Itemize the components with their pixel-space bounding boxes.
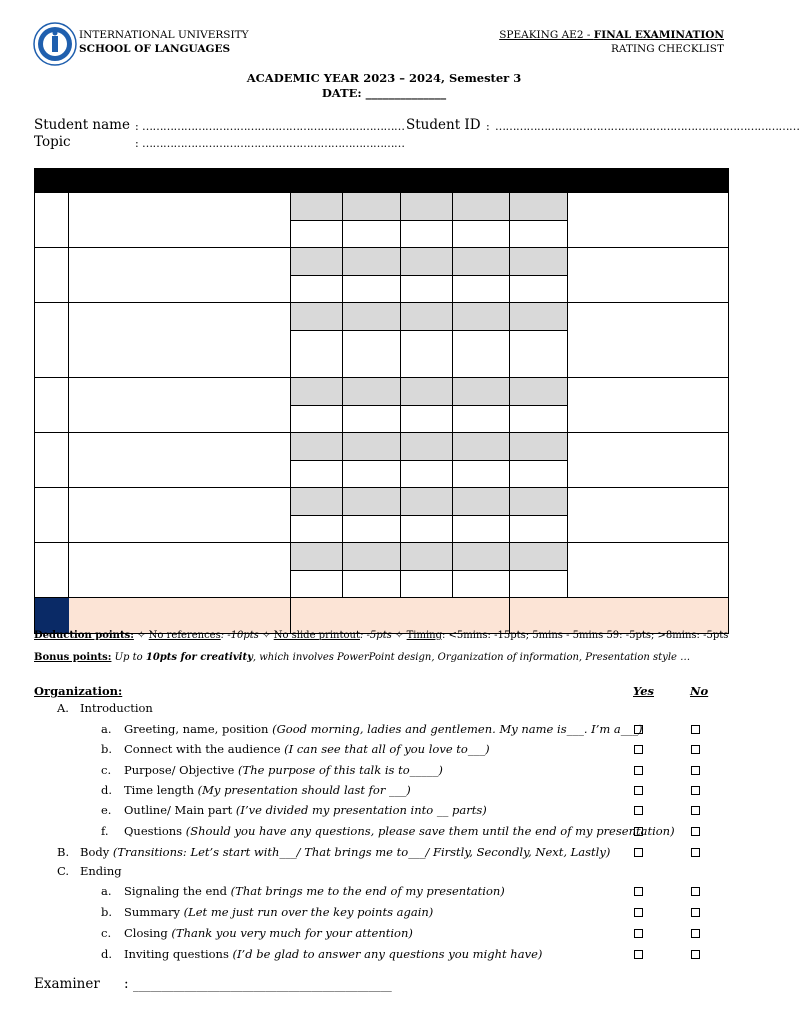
colon: : xyxy=(135,137,139,150)
examiner-signature-line[interactable]: _____________________________________________ xyxy=(133,978,392,992)
item-letter: A. xyxy=(57,701,69,715)
item-letter: b. xyxy=(101,742,113,756)
no-checkbox[interactable] xyxy=(691,887,700,896)
item-letter: d. xyxy=(101,947,113,961)
yes-checkbox[interactable] xyxy=(634,827,643,836)
score-cell[interactable] xyxy=(510,461,568,487)
score-cell[interactable] xyxy=(291,516,343,542)
band-descriptor-cell xyxy=(510,543,568,571)
score-cell[interactable] xyxy=(510,406,568,432)
no-header: No xyxy=(690,684,709,698)
yes-checkbox[interactable] xyxy=(634,950,643,959)
topic-field[interactable]: ………………………………………………………………… xyxy=(142,137,405,150)
band-descriptor-cell xyxy=(510,488,568,516)
checklist-item: Ending xyxy=(80,864,122,878)
student-id-field[interactable]: …………………………………………………………………………… xyxy=(495,120,800,133)
bonus-points: Bonus points: Up to 10pts for creativity, which involves PowerPoint design, Organization of information, Presentation style … xyxy=(34,652,691,663)
criteria-cell xyxy=(69,488,291,542)
yes-checkbox[interactable] xyxy=(634,786,643,795)
checklist-item: Introduction xyxy=(80,701,153,715)
checklist-item: Summary (Let me just run over the key points again) xyxy=(124,905,434,919)
colon: : xyxy=(124,976,129,992)
score-cell[interactable] xyxy=(510,571,568,597)
no-checkbox[interactable] xyxy=(691,786,700,795)
band-descriptor-cell xyxy=(401,303,453,331)
student-id-label: Student ID xyxy=(406,117,481,133)
band-descriptor-cell xyxy=(343,303,401,331)
yes-checkbox[interactable] xyxy=(634,929,643,938)
score-cell[interactable] xyxy=(291,406,343,432)
item-letter: c. xyxy=(101,763,112,777)
diamond-icon: ✧ xyxy=(262,630,271,641)
band-descriptor-cell xyxy=(291,488,343,516)
table-row xyxy=(34,193,729,248)
score-cell[interactable] xyxy=(343,221,401,247)
checklist-item: Purpose/ Objective (The purpose of this talk is to_____) xyxy=(124,763,443,777)
yes-checkbox[interactable] xyxy=(634,848,643,857)
band-descriptor-cell xyxy=(401,248,453,276)
band-descriptor-cell xyxy=(343,543,401,571)
row-number-cell xyxy=(35,488,69,542)
score-cell[interactable] xyxy=(343,571,401,597)
row-number-cell xyxy=(35,543,69,597)
yes-checkbox[interactable] xyxy=(634,806,643,815)
colon: : xyxy=(486,120,490,133)
band-descriptor-cell xyxy=(510,248,568,276)
band-descriptor-cell xyxy=(510,193,568,221)
exam-title: SPEAKING AE2 - FINAL EXAMINATION xyxy=(499,29,724,41)
criteria-cell xyxy=(69,433,291,487)
score-cell[interactable] xyxy=(343,276,401,302)
checklist-item: Signaling the end (That brings me to the end of my presentation) xyxy=(124,884,505,898)
item-letter: a. xyxy=(101,722,112,736)
band-descriptor-cell xyxy=(343,488,401,516)
deduction-points: Deduction points: ✧ No references: -10pts ✧ No slide printout: -5pts ✧ Timing: <5mins: -15pts; 5mins - 5mins 59: -5pts; >8mins: -5pts xyxy=(34,630,729,641)
score-cell[interactable] xyxy=(510,221,568,247)
yes-checkbox[interactable] xyxy=(634,745,643,754)
score-cell[interactable] xyxy=(453,516,510,542)
score-cell[interactable] xyxy=(453,276,510,302)
band-descriptor-cell xyxy=(343,248,401,276)
band-descriptor-cell xyxy=(453,543,510,571)
diamond-icon: ✧ xyxy=(137,630,146,641)
row-number-cell xyxy=(35,248,69,302)
rating-checklist-label: RATING CHECKLIST xyxy=(610,43,724,55)
checklist-item: Greeting, name, position (Good morning, ladies and gentlemen. My name is___. I’m a___) xyxy=(124,722,643,736)
total-cell[interactable] xyxy=(69,598,291,633)
table-row xyxy=(34,433,729,488)
score-cell[interactable] xyxy=(291,221,343,247)
score-cell[interactable] xyxy=(453,571,510,597)
criteria-cell xyxy=(69,193,291,247)
score-cell[interactable] xyxy=(510,516,568,542)
school-name: SCHOOL OF LANGUAGES xyxy=(79,43,231,55)
no-checkbox[interactable] xyxy=(691,766,700,775)
comment-cell[interactable] xyxy=(568,193,728,247)
yes-checkbox[interactable] xyxy=(634,908,643,917)
yes-header: Yes xyxy=(633,684,655,698)
comment-cell[interactable] xyxy=(568,433,728,487)
score-cell[interactable] xyxy=(401,516,453,542)
score-cell[interactable] xyxy=(453,406,510,432)
table-row xyxy=(34,303,729,378)
academic-year: ACADEMIC YEAR 2023 – 2024, Semester 3 xyxy=(246,71,522,85)
no-checkbox[interactable] xyxy=(691,827,700,836)
score-cell[interactable] xyxy=(401,276,453,302)
yes-checkbox[interactable] xyxy=(634,725,643,734)
band-descriptor-cell xyxy=(510,378,568,406)
score-cell[interactable] xyxy=(343,516,401,542)
band-descriptor-cell xyxy=(453,378,510,406)
diamond-icon: ✧ xyxy=(395,630,404,641)
table-row xyxy=(34,543,729,598)
band-descriptor-cell xyxy=(401,378,453,406)
no-checkbox[interactable] xyxy=(691,929,700,938)
row-number-cell xyxy=(35,193,69,247)
item-letter: B. xyxy=(57,845,70,859)
score-cell[interactable] xyxy=(510,331,568,377)
organization-title: Organization: xyxy=(34,684,123,698)
band-descriptor-cell xyxy=(510,433,568,461)
no-checkbox[interactable] xyxy=(691,848,700,857)
item-letter: a. xyxy=(101,884,112,898)
score-cell[interactable] xyxy=(453,461,510,487)
checklist-item: Questions (Should you have any questions, please save them until the end of my presentation) xyxy=(124,824,675,838)
checklist-item: Inviting questions (I’d be glad to answer any questions you might have) xyxy=(124,947,543,961)
no-checkbox[interactable] xyxy=(691,806,700,815)
score-cell[interactable] xyxy=(401,406,453,432)
university-logo xyxy=(33,22,77,66)
score-cell[interactable] xyxy=(453,221,510,247)
score-cell[interactable] xyxy=(401,461,453,487)
table-row xyxy=(34,488,729,543)
criteria-cell xyxy=(69,378,291,432)
row-number-cell xyxy=(35,433,69,487)
score-cell[interactable] xyxy=(291,276,343,302)
checklist-item: Connect with the audience (I can see that all of you love to___) xyxy=(124,742,490,756)
score-cell[interactable] xyxy=(343,461,401,487)
score-cell[interactable] xyxy=(453,331,510,377)
band-descriptor-cell xyxy=(291,193,343,221)
score-cell[interactable] xyxy=(291,571,343,597)
score-cell[interactable] xyxy=(401,221,453,247)
band-descriptor-cell xyxy=(343,193,401,221)
band-descriptor-cell xyxy=(291,543,343,571)
student-name-field[interactable]: ………………………………………………………………… xyxy=(142,120,405,133)
band-descriptor-cell xyxy=(453,193,510,221)
total-row xyxy=(34,598,729,634)
exam-date: DATE: ______________ xyxy=(321,86,447,100)
no-checkbox[interactable] xyxy=(691,725,700,734)
yes-checkbox[interactable] xyxy=(634,766,643,775)
item-letter: e. xyxy=(101,803,112,817)
no-checkbox[interactable] xyxy=(691,745,700,754)
score-cell[interactable] xyxy=(401,571,453,597)
checklist-item: Body (Transitions: Let’s start with___/ That brings me to___/ Firstly, Secondly, Next, Lastly) xyxy=(80,845,611,859)
rating-grid xyxy=(34,193,729,634)
row-number-cell xyxy=(35,378,69,432)
table-header-bar xyxy=(34,168,729,193)
total-cell[interactable] xyxy=(291,598,510,633)
item-letter: d. xyxy=(101,783,113,797)
total-cell[interactable] xyxy=(510,598,728,633)
band-descriptor-cell xyxy=(401,488,453,516)
band-descriptor-cell xyxy=(453,248,510,276)
yes-checkbox[interactable] xyxy=(634,887,643,896)
student-name-label: Student name xyxy=(34,117,130,133)
band-descriptor-cell xyxy=(453,488,510,516)
comment-cell[interactable] xyxy=(568,303,728,377)
band-descriptor-cell xyxy=(343,433,401,461)
score-cell[interactable] xyxy=(401,331,453,377)
item-letter: b. xyxy=(101,905,113,919)
band-descriptor-cell xyxy=(401,543,453,571)
comment-cell[interactable] xyxy=(568,488,728,542)
comment-cell[interactable] xyxy=(568,378,728,432)
item-letter: f. xyxy=(101,824,109,838)
criteria-cell xyxy=(69,303,291,377)
total-marker-cell xyxy=(35,598,69,633)
band-descriptor-cell xyxy=(453,433,510,461)
band-descriptor-cell xyxy=(510,303,568,331)
criteria-cell xyxy=(69,543,291,597)
rating-table xyxy=(34,168,729,630)
item-letter: C. xyxy=(57,864,70,878)
checklist-item: Closing (Thank you very much for your attention) xyxy=(124,926,413,940)
table-row xyxy=(34,248,729,303)
no-checkbox[interactable] xyxy=(691,950,700,959)
item-letter: c. xyxy=(101,926,112,940)
band-descriptor-cell xyxy=(291,303,343,331)
checklist-item: Outline/ Main part (I’ve divided my presentation into __ parts) xyxy=(124,803,487,817)
band-descriptor-cell xyxy=(401,433,453,461)
row-number-cell xyxy=(35,303,69,377)
score-cell[interactable] xyxy=(343,331,401,377)
topic-label: Topic xyxy=(34,134,71,150)
score-cell[interactable] xyxy=(291,461,343,487)
university-name: INTERNATIONAL UNIVERSITY xyxy=(79,29,249,41)
score-cell[interactable] xyxy=(291,331,343,377)
criteria-cell xyxy=(69,248,291,302)
band-descriptor-cell xyxy=(291,248,343,276)
band-descriptor-cell xyxy=(401,193,453,221)
colon: : xyxy=(135,120,139,133)
band-descriptor-cell xyxy=(291,433,343,461)
score-cell[interactable] xyxy=(510,276,568,302)
band-descriptor-cell xyxy=(291,378,343,406)
score-cell[interactable] xyxy=(343,406,401,432)
examiner-label: Examiner xyxy=(34,976,100,992)
band-descriptor-cell xyxy=(453,303,510,331)
comment-cell[interactable] xyxy=(568,248,728,302)
comment-cell[interactable] xyxy=(568,543,728,597)
table-row xyxy=(34,378,729,433)
band-descriptor-cell xyxy=(343,378,401,406)
no-checkbox[interactable] xyxy=(691,908,700,917)
checklist-item: Time length (My presentation should last for ___) xyxy=(124,783,411,797)
